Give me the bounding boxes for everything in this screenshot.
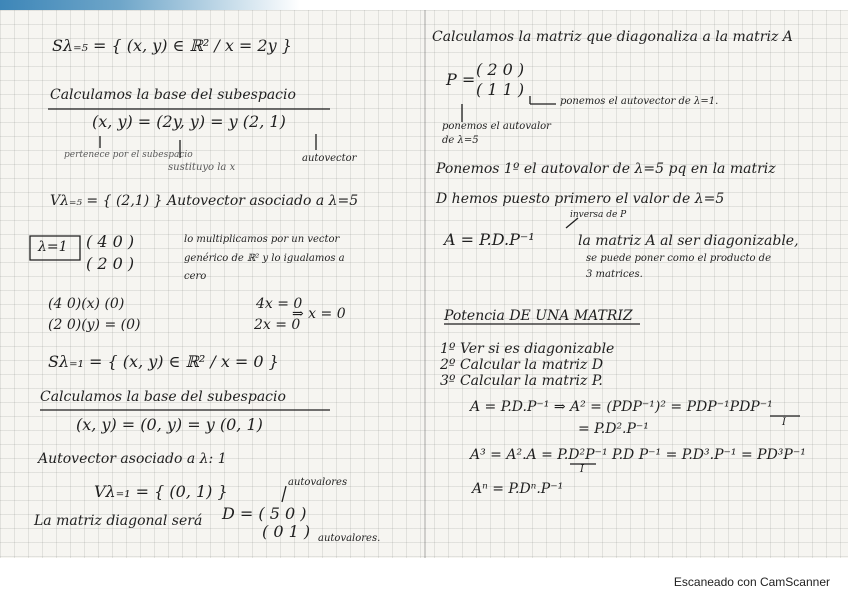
order-line-1: Ponemos 1º el autovalor de λ=5 pq en la matriz [436,161,776,177]
a-note-3: 3 matrices. [586,269,643,280]
scanner-watermark: Escaneado con CamScanner [673,575,830,589]
multiply-note-3: cero [184,271,207,282]
p-note-lambda5: de λ=5 [442,135,479,146]
step-2: 2º Calcular la matriz D [440,357,604,373]
a-note-1: la matriz A al ser diagonizable, [578,233,799,249]
param-eq-1: (x, y) = (2y, y) = y (2, 1) [92,112,286,131]
equation-2: 2x = 0 [254,317,301,333]
note-inversa: inversa de P [570,210,627,220]
eigenvector-lambda5: Vλ₌₅ = { (2,1) } Autovector asociado a λ=5 [50,193,359,209]
matrix-row-1: ( 4 0 ) [86,232,135,251]
diagonalize-heading: Calculamos la matriz que diagonaliza a la matriz A [432,29,793,45]
section-title: Potencia DE UNA MATRIZ [444,308,633,324]
system-row-2: (2 0)(y) = (0) [48,317,141,333]
arrow-inversa [566,218,578,228]
note-autovalores-top: autovalores [288,477,348,488]
arrow-autovalores-top [282,486,286,502]
base-heading-2: Calculamos la base del subespacio [40,389,286,405]
power-line-n: Aⁿ = P.Dⁿ.P⁻¹ [472,481,564,497]
p-note-autovector: ponemos el autovector de λ=1. [560,96,719,107]
diagonal-matrix-row1: D = ( 5 0 ) [222,504,307,523]
power-line-1-identity: I [782,417,786,428]
param-eq-2: (x, y) = (0, y) = y (0, 1) [76,415,263,434]
p-row-1: ( 2 0 ) [476,60,525,79]
multiply-note-1: lo multiplicamos por un vector [184,234,340,245]
eigenvector-lambda1-text: Autovector asociado a λ: 1 [38,451,227,467]
step-3: 3º Calcular la matriz P. [440,373,603,389]
power-line-2: = P.D².P⁻¹ [578,421,649,437]
power-line-3: A³ = A².A = P.D²P⁻¹ P.D P⁻¹ = P.D³.P⁻¹ = PD³P⁻¹ [470,447,806,463]
matrix-row-2: ( 2 0 ) [86,254,135,273]
diagonal-matrix-row2: ( 0 1 ) [262,522,311,541]
note-pertenece: pertenece por el subespacio [64,150,193,160]
system-row-1: (4 0)(x) (0) [48,296,125,312]
equation-1: 4x = 0 [256,296,303,312]
note-autovalores-bottom: autovalores. [318,533,381,544]
p-row-2: ( 1 1 ) [476,80,525,99]
subspace-lambda1: Sλ₌₁ = { (x, y) ∈ ℝ² / x = 0 } [48,352,279,371]
order-line-2: D hemos puesto primero el valor de λ=5 [436,191,725,207]
a-equals-pdp: A = P.D.P⁻¹ [444,230,535,249]
power-line-3-identity: I [580,464,584,475]
equation-result: ⇒ x = 0 [292,306,346,322]
lambda-1-box [30,236,80,260]
eigenvector-lambda1: Vλ₌₁ = { (0, 1) } [94,482,228,501]
p-label: P = [446,70,476,89]
subspace-lambda5: Sλ₌₅ = { (x, y) ∈ ℝ² / x = 2y } [52,36,292,55]
note-sustituyo: sustituyo la x [168,162,236,173]
diagonal-matrix-text: La matriz diagonal será [34,513,203,529]
a-note-2: se puede poner como el producto de [586,253,772,264]
lambda-1-label: λ=1 [38,239,68,255]
note-autovector: autovector [302,153,357,164]
p-note-autovalor: ponemos el autovalor [442,121,551,132]
base-heading-1: Calculamos la base del subespacio [50,87,296,103]
multiply-note-2: genérico de ℝ² y lo igualamos a [184,253,345,264]
power-line-1: A = P.D.P⁻¹ ⇒ A² = (PDP⁻¹)² = PDP⁻¹PDP⁻¹ [470,399,773,415]
step-1: 1º Ver si es diagonizable [440,341,615,357]
